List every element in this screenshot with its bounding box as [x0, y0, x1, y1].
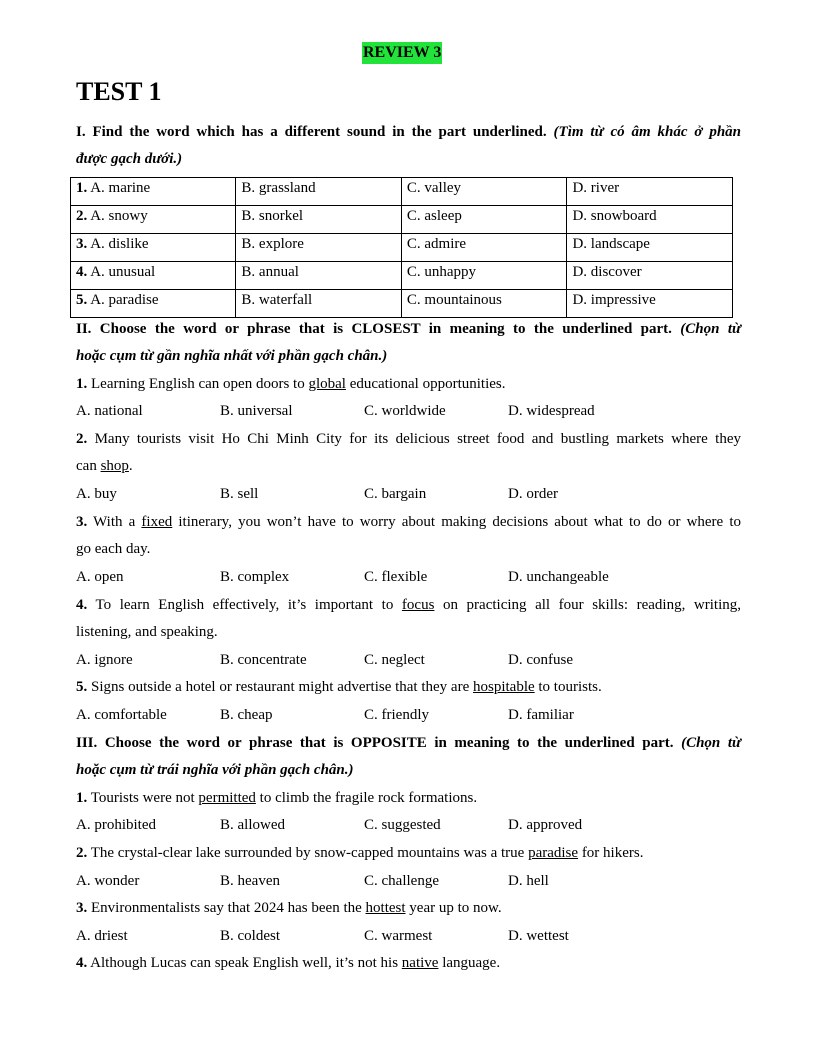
- option-d: D. familiar: [508, 707, 574, 723]
- question-number: 3.: [76, 236, 88, 252]
- question-text: [76, 844, 741, 862]
- question-number: 1.: [76, 180, 88, 196]
- table-cell: [236, 290, 401, 318]
- underlined-word: paradise: [528, 845, 579, 861]
- section3-title-italic: (Chọn từ: [681, 735, 741, 751]
- question-post: for hikers.: [578, 845, 644, 861]
- section2-title-italic: (Chọn từ: [680, 321, 741, 337]
- question-pre: can: [76, 458, 101, 474]
- section3-title-italic-2: hoặc cụm từ trái nghĩa với phần gạch chân.): [76, 762, 354, 778]
- option-c: C. suggested: [364, 817, 441, 833]
- option-b: B. sell: [220, 486, 259, 502]
- option-a: A. open: [76, 569, 124, 585]
- option-a: A. wonder: [76, 873, 140, 889]
- option-b: B. coldest: [220, 928, 280, 944]
- table-cell: [71, 262, 236, 290]
- table-row: [71, 178, 733, 206]
- question-pre: The crystal-clear lake surrounded by snow-capped mountains was a true: [87, 845, 529, 861]
- table-cell: [236, 206, 401, 234]
- option-a: A. buy: [76, 486, 117, 502]
- question-post: language.: [438, 955, 501, 971]
- question-pre: Tourists were not: [87, 790, 199, 806]
- question-number: 3.: [76, 514, 88, 530]
- option-c: C. asleep: [406, 208, 462, 224]
- pronunciation-table: [70, 177, 733, 318]
- table-cell: [567, 234, 733, 262]
- option-c: C. neglect: [364, 652, 425, 668]
- option-a: A. marine: [90, 180, 151, 196]
- option-b: B. concentrate: [220, 652, 307, 668]
- question-text: [76, 899, 741, 917]
- question-number: 4.: [76, 597, 88, 613]
- question-post: .: [128, 458, 133, 474]
- table-cell: [71, 290, 236, 318]
- question-line-2: listening, and speaking.: [76, 624, 218, 640]
- option-c: C. friendly: [364, 707, 429, 723]
- answer-options: [76, 706, 741, 724]
- section1-title-italic: (Tìm từ có âm khác ở phần: [553, 124, 742, 140]
- option-a: A. paradise: [90, 292, 159, 308]
- question-number: 1.: [76, 376, 88, 392]
- option-b: B. explore: [241, 236, 304, 252]
- question-number: 2.: [76, 431, 88, 447]
- answer-options: [76, 485, 741, 503]
- underlined-word: hottest: [365, 900, 406, 916]
- option-a: A. prohibited: [76, 817, 156, 833]
- option-d: D. discover: [572, 264, 642, 280]
- option-b: B. universal: [220, 403, 293, 419]
- option-c: C. bargain: [364, 486, 427, 502]
- table-cell: [236, 234, 401, 262]
- question-number: 2.: [76, 845, 88, 861]
- table-row: [71, 234, 733, 262]
- question-text: [76, 789, 741, 807]
- section2-title-italic-2: hoặc cụm từ gần nghĩa nhất với phần gạch chân.): [76, 348, 388, 364]
- option-c: C. warmest: [364, 928, 433, 944]
- question-text-cont: [76, 623, 741, 641]
- question-text: [76, 430, 741, 448]
- table-cell: [71, 178, 236, 206]
- section1-title: [76, 123, 741, 141]
- answer-options: [76, 927, 741, 945]
- option-a: A. comfortable: [76, 707, 167, 723]
- question-pre: Signs outside a hotel or restaurant might advertise that they are: [87, 679, 473, 695]
- option-c: C. flexible: [364, 569, 428, 585]
- option-d: D. impressive: [572, 292, 656, 308]
- option-a: A. driest: [76, 928, 128, 944]
- table-cell: [401, 262, 567, 290]
- question-post: educational opportunities.: [345, 376, 506, 392]
- section1-title-italic-2: được gạch dưới.): [76, 151, 183, 167]
- answer-options: [76, 872, 741, 890]
- section2-title-bold: II. Choose the word or phrase that is CLOSEST in meaning to the underlined part.: [76, 321, 672, 337]
- option-c: C. mountainous: [406, 292, 502, 308]
- question-pre: Environmentalists say that 2024 has been the: [87, 900, 366, 916]
- table-cell: [567, 262, 733, 290]
- question-number: 3.: [76, 900, 88, 916]
- table-row: [71, 262, 733, 290]
- question-post: itinerary, you won’t have to worry about making decisions about what to do or where to: [172, 514, 742, 530]
- question-post: to climb the fragile rock formations.: [255, 790, 478, 806]
- option-b: B. annual: [241, 264, 299, 280]
- question-text: [76, 596, 741, 614]
- table-cell: [567, 178, 733, 206]
- option-d: D. confuse: [508, 652, 573, 668]
- option-d: D. snowboard: [572, 208, 657, 224]
- option-c: C. worldwide: [364, 403, 446, 419]
- option-c: C. challenge: [364, 873, 439, 889]
- answer-options: [76, 651, 741, 669]
- option-d: D. order: [508, 486, 558, 502]
- underlined-word: fixed: [141, 514, 173, 530]
- answer-options: [76, 568, 741, 586]
- question-post: on practicing all four skills: reading, writing,: [434, 597, 742, 613]
- question-number: 4.: [76, 264, 88, 280]
- option-d: D. unchangeable: [508, 569, 609, 585]
- question-number: 1.: [76, 790, 88, 806]
- option-b: B. snorkel: [241, 208, 304, 224]
- question-text-cont: [76, 540, 741, 558]
- question-post: to tourists.: [534, 679, 602, 695]
- question-text: [76, 513, 741, 531]
- answer-options: [76, 402, 741, 420]
- option-a: A. snowy: [90, 208, 148, 224]
- table-cell: [71, 206, 236, 234]
- question-pre: To learn English effectively, it’s important to: [87, 597, 402, 613]
- table-cell: [401, 234, 567, 262]
- option-d: D. wettest: [508, 928, 569, 944]
- section2-title: [76, 320, 741, 338]
- question-text: [76, 375, 741, 393]
- option-c: C. unhappy: [406, 264, 477, 280]
- option-a: A. dislike: [90, 236, 149, 252]
- underlined-word: global: [308, 376, 346, 392]
- option-b: B. cheap: [220, 707, 273, 723]
- test-title: TEST 1: [76, 77, 162, 106]
- underlined-word: shop: [100, 458, 129, 474]
- option-b: B. complex: [220, 569, 290, 585]
- question-pre: With a: [87, 514, 142, 530]
- option-b: B. waterfall: [241, 292, 313, 308]
- question-line-1: Many tourists visit Ho Chi Minh City for its delicious street food and bustling markets where they: [87, 431, 741, 447]
- section3-title-bold: III. Choose the word or phrase that is OPPOSITE in meaning to the underlined part.: [76, 735, 674, 751]
- option-d: D. river: [572, 180, 620, 196]
- option-a: A. unusual: [90, 264, 156, 280]
- table-cell: [236, 262, 401, 290]
- section2-title-cont: [76, 347, 741, 365]
- table-row: [71, 290, 733, 318]
- table-cell: [567, 290, 733, 318]
- answer-options: [76, 816, 741, 834]
- section1-title-bold: I. Find the word which has a different sound in the part underlined.: [76, 124, 547, 140]
- question-pre: Although Lucas can speak English well, it’s not his: [87, 955, 402, 971]
- table-row: [71, 206, 733, 234]
- question-number: 2.: [76, 208, 88, 224]
- table-cell: [401, 290, 567, 318]
- question-text-cont: [76, 457, 741, 475]
- table-cell: [567, 206, 733, 234]
- table-cell: [401, 178, 567, 206]
- question-number: 5.: [76, 292, 88, 308]
- section1-title-cont: [76, 150, 741, 168]
- question-line-2: go each day.: [76, 541, 151, 557]
- option-d: D. hell: [508, 873, 549, 889]
- underlined-word: native: [401, 955, 439, 971]
- underlined-word: focus: [401, 597, 435, 613]
- question-text: [76, 678, 741, 696]
- underlined-word: hospitable: [472, 679, 535, 695]
- question-pre: Learning English can open doors to: [87, 376, 309, 392]
- review-heading: REVIEW 3: [362, 42, 442, 64]
- option-c: C. admire: [406, 236, 467, 252]
- underlined-word: permitted: [198, 790, 256, 806]
- option-d: D. widespread: [508, 403, 595, 419]
- option-b: B. heaven: [220, 873, 280, 889]
- option-d: D. landscape: [572, 236, 650, 252]
- section3-title: [76, 734, 741, 752]
- table-cell: [236, 178, 401, 206]
- table-cell: [71, 234, 236, 262]
- question-number: 4.: [76, 955, 88, 971]
- option-b: B. grassland: [241, 180, 316, 196]
- table-cell: [401, 206, 567, 234]
- option-d: D. approved: [508, 817, 583, 833]
- option-a: A. ignore: [76, 652, 133, 668]
- option-a: A. national: [76, 403, 143, 419]
- question-post: year up to now.: [405, 900, 502, 916]
- section3-title-cont: [76, 761, 741, 779]
- option-c: C. valley: [406, 180, 462, 196]
- question-text: [76, 954, 741, 972]
- option-b: B. allowed: [220, 817, 285, 833]
- question-number: 5.: [76, 679, 88, 695]
